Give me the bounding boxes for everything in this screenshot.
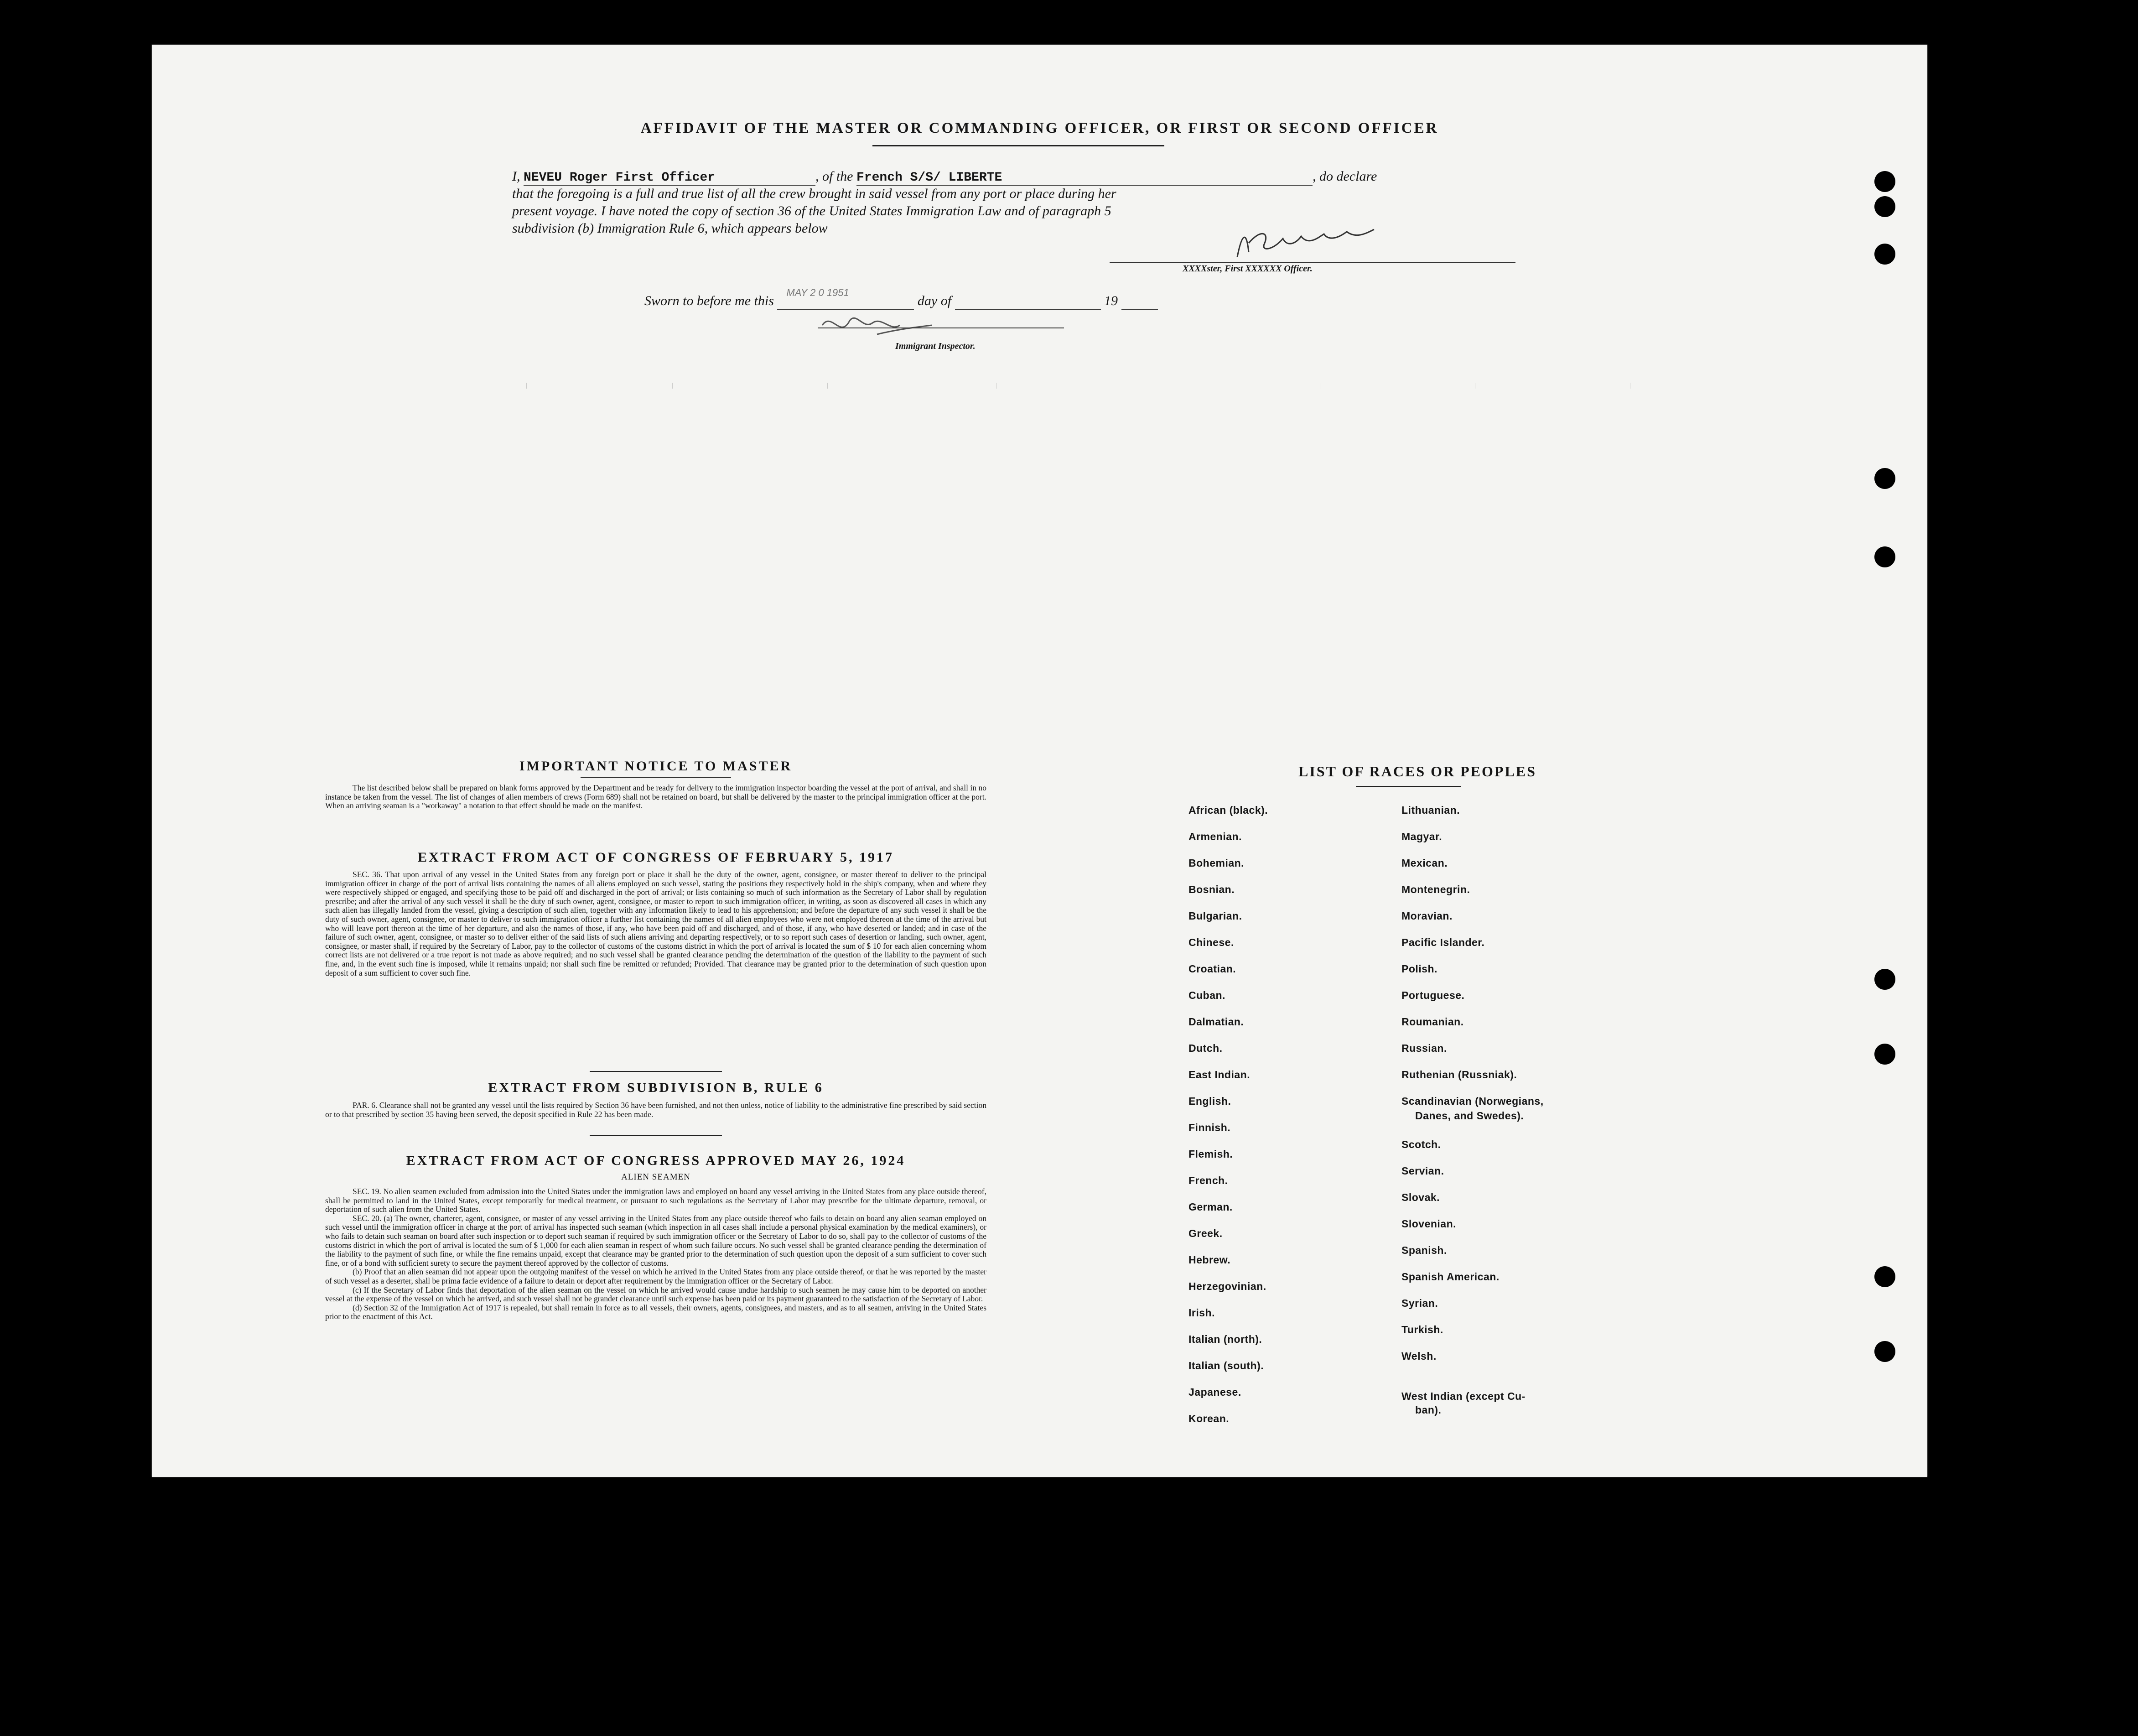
extract2-text: PAR. 6. Clearance shall not be granted any vessel until the lists required by Section 36 have been furnished, and not then unless, notice of liability to the administrative fine prescribed by said section or to that prescribed by section 35 having been served, the deposit specified in Rule 22 has been made. bbox=[325, 1101, 986, 1119]
race-item: Italian (north). bbox=[1188, 1333, 1262, 1345]
extract3-title: EXTRACT FROM ACT OF CONGRESS APPROVED MAY 26, 1924 bbox=[406, 1153, 906, 1168]
race-item: Portuguese. bbox=[1401, 989, 1465, 1001]
punch-hole-icon bbox=[1874, 1341, 1895, 1362]
date-stamp-icon: MAY 2 0 1951 bbox=[786, 287, 849, 298]
race-item: Turkish. bbox=[1401, 1324, 1443, 1336]
race-item: French. bbox=[1188, 1175, 1228, 1186]
do-declare-label: , do declare bbox=[1313, 169, 1377, 184]
race-item: Lithuanian. bbox=[1401, 804, 1460, 816]
race-item: Chinese. bbox=[1188, 936, 1234, 948]
extract3-subtitle: ALIEN SEAMEN bbox=[621, 1172, 690, 1182]
column-tick: | bbox=[526, 382, 527, 389]
race-item: Greek. bbox=[1188, 1227, 1223, 1239]
race-item: African (black). bbox=[1188, 804, 1268, 816]
punch-hole-icon bbox=[1874, 468, 1895, 489]
punch-hole-icon bbox=[1874, 196, 1895, 217]
race-item: Pacific Islander. bbox=[1401, 936, 1485, 948]
extract1-title: EXTRACT FROM ACT OF CONGRESS OF FEBRUARY 5, 1917 bbox=[417, 850, 894, 865]
extract1-divider bbox=[590, 1071, 722, 1072]
race-item: Croatian. bbox=[1188, 963, 1236, 975]
extract3-text bbox=[325, 1187, 986, 1321]
extract3-para-c: (c) If the Secretary of Labor finds that deportation of the alien seaman on the vessel on which he arrived would cause undue hardship to such seamen he may cause him to be deported on another vessel at the expense of the vessel on which he arrived, and such vessel shall not be grandet clearance until such expense has been paid or its payment guaranteed to the satisfaction of the Secretary of Labor. bbox=[325, 1285, 986, 1304]
race-item: Servian. bbox=[1401, 1165, 1444, 1177]
race-item: Welsh. bbox=[1401, 1350, 1437, 1362]
race-item: Finnish. bbox=[1188, 1122, 1231, 1133]
race-item: West Indian (except Cu- bbox=[1401, 1390, 1526, 1402]
signature-line bbox=[1110, 262, 1515, 263]
race-item: German. bbox=[1188, 1201, 1233, 1213]
race-item: Scandinavian (Norwegians, bbox=[1401, 1095, 1544, 1107]
column-tick: | bbox=[996, 382, 997, 389]
race-item: Polish. bbox=[1401, 963, 1437, 975]
sworn-label: Sworn to before me this bbox=[644, 293, 774, 308]
race-item: Irish. bbox=[1188, 1307, 1215, 1319]
race-item: Hebrew. bbox=[1188, 1254, 1231, 1266]
of-the-label: , of the bbox=[815, 169, 853, 184]
race-item: Japanese. bbox=[1188, 1386, 1241, 1398]
race-item: Dalmatian. bbox=[1188, 1016, 1244, 1028]
race-item: Cuban. bbox=[1188, 989, 1225, 1001]
race-item: Flemish. bbox=[1188, 1148, 1233, 1160]
day-of-label: day of bbox=[917, 293, 952, 308]
race-item: Scotch. bbox=[1401, 1138, 1441, 1150]
race-item: Spanish American. bbox=[1401, 1271, 1500, 1283]
punch-hole-icon bbox=[1874, 1044, 1895, 1065]
notice-title: IMPORTANT NOTICE TO MASTER bbox=[519, 759, 793, 774]
race-item: Bohemian. bbox=[1188, 857, 1245, 869]
race-item: Dutch. bbox=[1188, 1042, 1223, 1054]
race-item: Spanish. bbox=[1401, 1244, 1447, 1256]
signature-caption: XXXXster, First XXXXXX Officer. bbox=[1183, 264, 1313, 274]
race-item: East Indian. bbox=[1188, 1069, 1251, 1081]
year-label: 19 bbox=[1104, 293, 1118, 308]
column-tick: | bbox=[1474, 382, 1476, 389]
race-item: Ruthenian (Russniak). bbox=[1401, 1069, 1517, 1081]
race-item: Bosnian. bbox=[1188, 884, 1235, 895]
year-field bbox=[1121, 293, 1158, 310]
column-tick: | bbox=[1164, 382, 1166, 389]
month-field bbox=[955, 293, 1101, 310]
extract3-para-sec20a: SEC. 20. (a) The owner, charterer, agent, consignee, or master of any vessel arriving in the United States from any place outside thereof who fails to detain on board any alien seaman employed on such vessel until the immigration officer in charge at the port of arrival has inspected such seaman (which inspection in all cases shall include a personal physical examination by the medical examiners), or who fails to detain such seaman on board after such inspection or to deport such seaman if required by such immigration officer or the Secretary of Labor to do so, shall pay to the collector of customs of the customs district in which the port of arrival is located the sum of $ 1,000 for each alien seaman in respect of whom such failure occurs. No such vessel shall be granted clearance pending the determination of the liability to the payment of such fine, or while the fine remains unpaid, except that clearance may be granted prior to the determination of such question upon the deposit of a sum sufficient to cover such fine, or of a bond with sufficient surety to secure the payment thereof approved by the collector of customs. bbox=[325, 1213, 986, 1268]
race-item: Bulgarian. bbox=[1188, 910, 1242, 922]
column-tick: | bbox=[672, 382, 673, 389]
race-item: Mexican. bbox=[1401, 857, 1448, 869]
races-title: LIST OF RACES OR PEOPLES bbox=[1298, 763, 1536, 780]
race-item: Syrian. bbox=[1401, 1297, 1438, 1309]
inspector-caption: Immigrant Inspector. bbox=[895, 341, 976, 351]
punch-hole-icon bbox=[1874, 244, 1895, 265]
race-item: Moravian. bbox=[1401, 910, 1453, 922]
race-item: Korean. bbox=[1188, 1413, 1230, 1424]
declaration-line-2: that the foregoing is a full and true list of all the crew brought in said vessel from any port or place during her bbox=[512, 186, 1116, 201]
column-tick: | bbox=[1629, 382, 1631, 389]
vessel-field: French S/S/ LIBERTE bbox=[856, 171, 1313, 186]
declaration-line-4: subdivision (b) Immigration Rule 6, which appears below bbox=[512, 221, 828, 236]
notice-underline bbox=[581, 777, 731, 778]
race-item: Armenian. bbox=[1188, 831, 1242, 842]
document-page bbox=[152, 45, 1927, 1477]
race-item: Danes, and Swedes). bbox=[1415, 1110, 1524, 1122]
extract3-para-b: (b) Proof that an alien seaman did not appear upon the outgoing manifest of the vessel on which he arrived in the United States from any place outside thereof, or that he was reported by the master of such vessel as a deserter, shall be prima facie evidence of a failure to detain or deport after requirement by the immigration officer or the Secretary of Labor. bbox=[325, 1267, 986, 1285]
race-item: English. bbox=[1188, 1095, 1231, 1107]
races-underline bbox=[1356, 786, 1461, 787]
race-item: Roumanian. bbox=[1401, 1016, 1464, 1028]
race-item: Italian (south). bbox=[1188, 1360, 1264, 1372]
column-tick: | bbox=[827, 382, 828, 389]
signature-icon bbox=[1233, 225, 1379, 266]
extract2-title: EXTRACT FROM SUBDIVISION B, RULE 6 bbox=[488, 1080, 824, 1095]
officer-name-field: NEVEU Roger First Officer bbox=[524, 171, 815, 186]
race-item: Herzegovinian. bbox=[1188, 1280, 1266, 1292]
punch-hole-icon bbox=[1874, 171, 1895, 192]
column-tick: | bbox=[1319, 382, 1321, 389]
race-item: Slovenian. bbox=[1401, 1218, 1457, 1230]
declaration-prefix: I, bbox=[512, 169, 520, 184]
punch-hole-icon bbox=[1874, 1266, 1895, 1287]
race-item: Slovak. bbox=[1401, 1191, 1440, 1203]
extract2-divider bbox=[590, 1135, 722, 1136]
declaration-line-1 bbox=[512, 169, 1561, 186]
extract3-para-d: (d) Section 32 of the Immigration Act of 1917 is repealed, but shall remain in force as to all vessels, their owners, agents, consignees, and masters, and as to all seamen, arriving in the United States prior to the enactment of this Act. bbox=[325, 1303, 986, 1321]
extract1-text: SEC. 36. That upon arrival of any vessel in the United States from any foreign port or place it shall be the duty of the owner, agent, consignee, or master thereof to deliver to the principal immigration officer in charge of the port of arrival lists containing the names of all aliens employed on such vessel, stating the positions they respectively hold in the ship's company, when and where they were respectively shipped or engaged, and specifying those to be paid off and discharged in the port of arrival; or lists containing so much of such information as the Secretary of Labor shall by regulation prescribe; and after the arrival of any such vessel it shall be the duty of such owner, agent, consignee, or master to report to such immigration officer, in writing, as soon as discovered all cases in which any such alien has illegally landed from the vessel, giving a description of such alien, together with any information likely to lead to his apprehension; and before the departure of any such vessel it shall be the duty of such owner, agent, consignee, or master to deliver to such immigration officer a further list containing the names of all alien employees who were not employed thereon at the time of the arrival but who will leave port thereon at the time of her departure, and also the names of those, if any, who have been paid off and discharged, and of those, if any, who have deserted or landed; and in case of the failure of such owner, agent, consignee, or master so to deliver either of the said lists of such aliens arriving and departing respectively, or to so report such cases of desertion or landing, such owner, agent, consignee, or master shall, if required by the Secretary of Labor, pay to the collector of customs of the customs district in which the port of arrival is located the sum of $ 10 for each alien concerning whom correct lists are not delivered or a true report is not made as above required; and no such vessel shall be granted clearance pending the determination of the question of the liability to the payment of such fine, and, in the event such fine is imposed, while it remains unpaid; nor shall such fine be remitted or refunded; Provided. That clearance may be granted prior to the determination of such question upon deposit of a sum sufficient to cover such fine. bbox=[325, 870, 986, 977]
notice-text: The list described below shall be prepared on blank forms approved by the Department and be ready for delivery to the immigration inspector boarding the vessel at the port of arrival, and shall in no instance be taken from the vessel. The list of changes of alien members of crews (Form 689) shall not be retained on board, but shall be delivered by the master to the principal immigration officer at the port. When an arriving seaman is a "workaway" a notation to that effect should be made on the manifest. bbox=[325, 783, 986, 811]
inspector-signature-icon bbox=[813, 307, 950, 343]
race-item: Russian. bbox=[1401, 1042, 1447, 1054]
title-underline bbox=[872, 145, 1164, 146]
inspector-line bbox=[818, 327, 1064, 328]
punch-hole-icon bbox=[1874, 969, 1895, 990]
declaration-line-3: present voyage. I have noted the copy of section 36 of the United States Immigration Law and of paragraph 5 bbox=[512, 203, 1111, 218]
race-item: ban). bbox=[1415, 1404, 1442, 1416]
race-item: Montenegrin. bbox=[1401, 884, 1470, 895]
punch-hole-icon bbox=[1874, 546, 1895, 567]
race-item: Magyar. bbox=[1401, 831, 1443, 842]
extract3-para-sec19: SEC. 19. No alien seamen excluded from admission into the United States under the immigration laws and employed on board any vessel arriving in the United States from any place outside thereof, shall be permitted to land in the United States, except temporarily for medical treatment, or pursuant to such regulations as the Secretary of Labor may prescribe for the ultimate departure, removal, or deportation of such alien from the United States. bbox=[325, 1187, 986, 1214]
affidavit-title: AFFIDAVIT OF THE MASTER OR COMMANDING OFFICER, OR FIRST OR SECOND OFFICER bbox=[640, 120, 1439, 136]
